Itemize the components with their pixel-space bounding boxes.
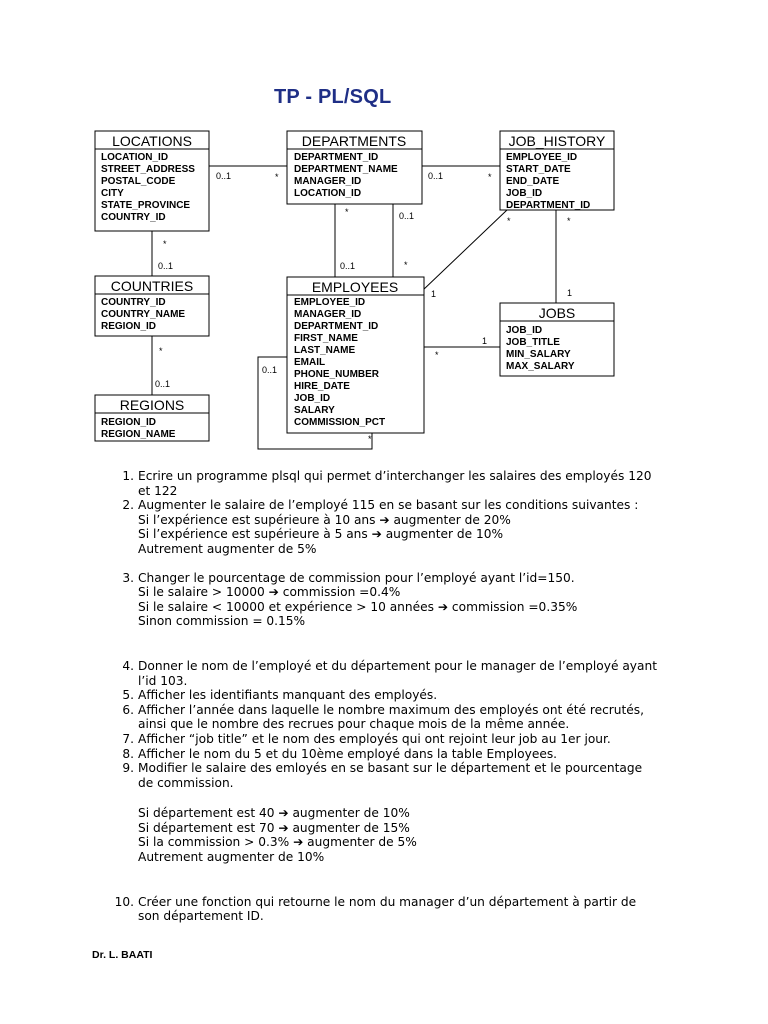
attr: DEPARTMENT_ID	[294, 152, 379, 163]
item-number: 2.	[122, 498, 134, 513]
attr: EMPLOYEE_ID	[506, 152, 578, 163]
er-diagram	[0, 0, 768, 460]
attr: DEPARTMENT_ID	[506, 200, 591, 211]
item-text: Si le salaire > 10000 ➔ commission =0.4%	[138, 585, 401, 600]
multiplicity-label: *	[404, 260, 408, 270]
item-number: 3.	[122, 570, 134, 585]
attr: LAST_NAME	[294, 345, 356, 356]
attr: CITY	[101, 188, 124, 199]
multiplicity-label: 0..1	[262, 365, 278, 375]
attr: COUNTRY_NAME	[101, 309, 186, 320]
list-item	[112, 469, 692, 498]
item-text: de commission.	[138, 775, 234, 790]
entity-jobs-name: JOBS	[538, 305, 576, 321]
item-number: 9.	[122, 761, 134, 776]
item-text: Si la commission > 0.3% ➔ augmenter de 5%	[138, 835, 417, 850]
rel-jobhistory-employees	[422, 210, 507, 291]
entity-locations-name: LOCATIONS	[112, 133, 192, 149]
list-item	[112, 703, 692, 732]
item-number: 5.	[122, 688, 134, 703]
item-text: Si le salaire < 10000 et expérience > 10 années ➔ commission =0.35%	[138, 599, 578, 614]
entity-departments-name: DEPARTMENTS	[301, 133, 407, 149]
multiplicity-label: 0..1	[340, 261, 356, 271]
item-text: Afficher les identifiants manquant des employés.	[138, 688, 438, 703]
attr: REGION_ID	[101, 417, 157, 428]
multiplicity-label: 1	[431, 289, 437, 299]
attr: JOB_ID	[506, 325, 543, 336]
attr: STATE_PROVINCE	[101, 200, 191, 211]
list-item	[112, 659, 692, 688]
multiplicity-label: *	[159, 346, 163, 356]
entity-countries-name: COUNTRIES	[110, 278, 194, 294]
multiplicity-label: *	[163, 239, 167, 249]
list-item	[112, 732, 692, 747]
multiplicity-label: 1	[567, 288, 573, 298]
multiplicity-label: 0..1	[216, 171, 232, 181]
entity-regions-name: REGIONS	[119, 397, 185, 413]
item-text: Modifier le salaire des emloyés en se basant sur le département et le pourcentage	[138, 761, 643, 776]
attr: STREET_ADDRESS	[101, 164, 195, 175]
list-item-subconditions	[112, 806, 692, 864]
attr: COMMISSION_PCT	[294, 417, 386, 428]
attr: LOCATION_ID	[101, 152, 169, 163]
item-text: Donner le nom de l’employé et du département pour le manager de l’employé ayant	[138, 658, 657, 673]
attr: START_DATE	[506, 164, 571, 175]
item-text: Afficher “job title” et le nom des employés qui ont rejoint leur job au 1er jour.	[138, 731, 611, 746]
attr: POSTAL_CODE	[101, 176, 176, 187]
item-text: Autrement augmenter de 5%	[138, 541, 317, 556]
attr: MANAGER_ID	[294, 309, 362, 320]
attr: LOCATION_ID	[294, 188, 362, 199]
item-text: Afficher le nom du 5 et du 10ème employé dans la table Employees.	[138, 746, 558, 761]
attr: EMPLOYEE_ID	[294, 297, 366, 308]
item-text: Si département est 70 ➔ augmenter de 15%	[138, 820, 410, 835]
multiplicity-label: *	[275, 172, 279, 182]
item-text: Si l’expérience est supérieure à 5 ans ➔ augmenter de 10%	[138, 527, 504, 542]
multiplicity-label: 1	[482, 336, 488, 346]
multiplicity-label: *	[488, 172, 492, 182]
list-item	[112, 761, 692, 790]
multiplicity-label: 0..1	[155, 379, 171, 389]
item-text: l’id 103.	[138, 673, 188, 688]
item-number: 1.	[122, 469, 134, 483]
attr: DEPARTMENT_ID	[294, 321, 379, 332]
item-text: Autrement augmenter de 10%	[138, 850, 325, 865]
multiplicity-label: 0..1	[428, 171, 444, 181]
attr: MIN_SALARY	[506, 349, 571, 360]
attr: JOB_ID	[294, 393, 331, 404]
item-text: Ecrire un programme plsql qui permet d’interchanger les salaires des employés 120	[138, 469, 652, 483]
multiplicity-label: 0..1	[158, 261, 174, 271]
item-text: et 122	[138, 483, 178, 498]
attr: END_DATE	[506, 176, 560, 187]
attr: DEPARTMENT_NAME	[294, 164, 398, 175]
item-number: 6.	[122, 702, 134, 717]
multiplicity-label: *	[368, 434, 372, 444]
exercise-list	[112, 469, 692, 924]
list-item	[112, 688, 692, 703]
item-text: Augmenter le salaire de l’employé 115 en se basant sur les conditions suivantes :	[138, 498, 639, 513]
multiplicity-label: *	[435, 350, 439, 360]
multiplicity-label: *	[345, 207, 349, 217]
item-text: Sinon commission = 0.15%	[138, 614, 306, 629]
page-title: TP - PL/SQL	[274, 86, 392, 108]
item-number: 4.	[122, 658, 134, 673]
multiplicity-label: *	[567, 216, 571, 226]
list-item	[112, 895, 692, 924]
attr: JOB_TITLE	[506, 337, 560, 348]
multiplicity-label: 0..1	[399, 211, 415, 221]
multiplicity-label: *	[507, 216, 511, 226]
attr: HIRE_DATE	[294, 381, 350, 392]
author-footer: Dr. L. BAATI	[92, 949, 153, 961]
attr: REGION_ID	[101, 321, 157, 332]
attr: COUNTRY_ID	[101, 297, 166, 308]
list-item	[112, 498, 692, 556]
item-text: Si l’expérience est supérieure à 10 ans ➔ augmenter de 20%	[138, 512, 511, 527]
item-text: Créer une fonction qui retourne le nom du manager d’un département à partir de	[138, 894, 637, 909]
entity-jobhistory-name: JOB_HISTORY	[508, 133, 606, 149]
list-item	[112, 747, 692, 762]
item-text: son département ID.	[138, 909, 264, 924]
attr: SALARY	[294, 405, 335, 416]
entity-employees-name: EMPLOYEES	[311, 279, 399, 295]
list-item	[112, 571, 692, 629]
attr: PHONE_NUMBER	[294, 369, 380, 380]
item-number: 7.	[122, 731, 134, 746]
item-text: ainsi que le nombre des recrues pour chaque mois de la même année.	[138, 717, 570, 732]
item-number: 10.	[114, 894, 134, 909]
item-number: 8.	[122, 746, 134, 761]
attr: COUNTRY_ID	[101, 212, 166, 223]
attr: EMAIL	[294, 357, 326, 368]
attr: MAX_SALARY	[506, 361, 575, 372]
attr: FIRST_NAME	[294, 333, 358, 344]
attr: REGION_NAME	[101, 429, 176, 440]
attr: MANAGER_ID	[294, 176, 362, 187]
attr: JOB_ID	[506, 188, 543, 199]
item-text: Changer le pourcentage de commission pour l’employé ayant l’id=150.	[138, 570, 575, 585]
item-text: Si département est 40 ➔ augmenter de 10%	[138, 806, 410, 821]
item-text: Afficher l’année dans laquelle le nombre maximum des employés ont été recrutés,	[138, 702, 645, 717]
